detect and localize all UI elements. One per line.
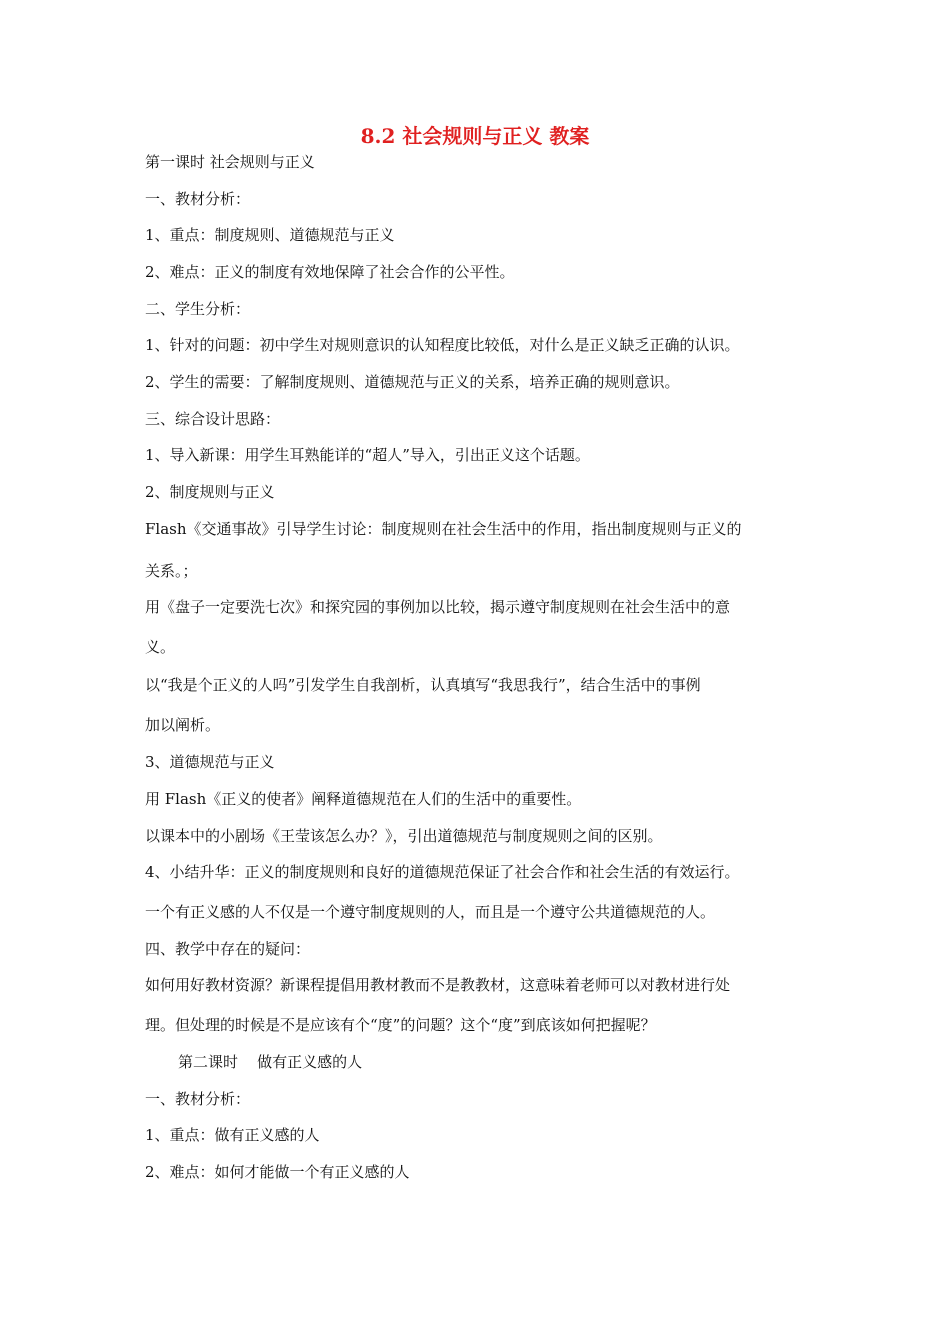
paragraph-line: 1、针对的问题：初中学生对规则意识的认知程度比较低，对什么是正义缺乏正确的认识。 <box>145 336 740 354</box>
paragraph-line: 义。 <box>145 638 176 656</box>
paragraph-line: 一个有正义感的人不仅是一个遵守制度规则的人，而且是一个遵守公共道德规范的人。 <box>145 903 716 921</box>
paragraph-line: 理。但处理的时候是不是应该有个“度”的问题？这个“度”到底该如何把握呢？ <box>145 1016 656 1034</box>
paragraph-line: 4、小结升华：正义的制度规则和良好的道德规范保证了社会合作和社会生活的有效运行。 <box>145 863 740 881</box>
section-heading: 四、教学中存在的疑问： <box>145 940 311 958</box>
paragraph-line: 用 Flash《正义的使者》阐释道德规范在人们的生活中的重要性。 <box>145 790 582 808</box>
paragraph-line: 3、道德规范与正义 <box>145 753 275 771</box>
lesson-heading-1: 第一课时 社会规则与正义 <box>145 153 315 171</box>
paragraph-line: 如何用好教材资源？新课程提倡用教材教而不是教教材，这意味着老师可以对教材进行处 <box>145 976 731 994</box>
paragraph-line: 1、重点：制度规则、道德规范与正义 <box>145 226 395 244</box>
paragraph-line: 用《盘子一定要洗七次》和探究园的事例加以比较，揭示遵守制度规则在社会生活中的意 <box>145 598 731 616</box>
section-heading: 三、综合设计思路： <box>145 410 281 428</box>
section-heading: 二、学生分析： <box>145 300 251 318</box>
section-heading: 一、教材分析： <box>145 1090 251 1108</box>
paragraph-line: 2、学生的需要：了解制度规则、道德规范与正义的关系，培养正确的规则意识。 <box>145 373 680 391</box>
paragraph-line: 以课本中的小剧场《王莹该怎么办？》，引出道德规范与制度规则之间的区别。 <box>145 827 663 845</box>
document-title: 8.2 社会规则与正义 教案 <box>360 124 590 148</box>
paragraph-line: Flash《交通事故》引导学生讨论：制度规则在社会生活中的作用，指出制度规则与正义的 <box>145 520 742 538</box>
paragraph-line: 以“我是个正义的人吗”引发学生自我剖析，认真填写“我思我行”，结合生活中的事例 <box>145 676 701 694</box>
paragraph-line: 2、制度规则与正义 <box>145 483 275 501</box>
paragraph-line: 2、难点：如何才能做一个有正义感的人 <box>145 1163 410 1181</box>
lesson-heading-2: 第二课时 做有正义感的人 <box>178 1053 363 1071</box>
section-heading: 一、教材分析： <box>145 190 251 208</box>
paragraph-line: 加以阐析。 <box>145 716 221 734</box>
paragraph-line: 1、重点：做有正义感的人 <box>145 1126 320 1144</box>
paragraph-line: 关系。； <box>145 562 198 580</box>
paragraph-line: 1、导入新课：用学生耳熟能详的“超人”导入，引出正义这个话题。 <box>145 446 590 464</box>
paragraph-line: 2、难点：正义的制度有效地保障了社会合作的公平性。 <box>145 263 515 281</box>
